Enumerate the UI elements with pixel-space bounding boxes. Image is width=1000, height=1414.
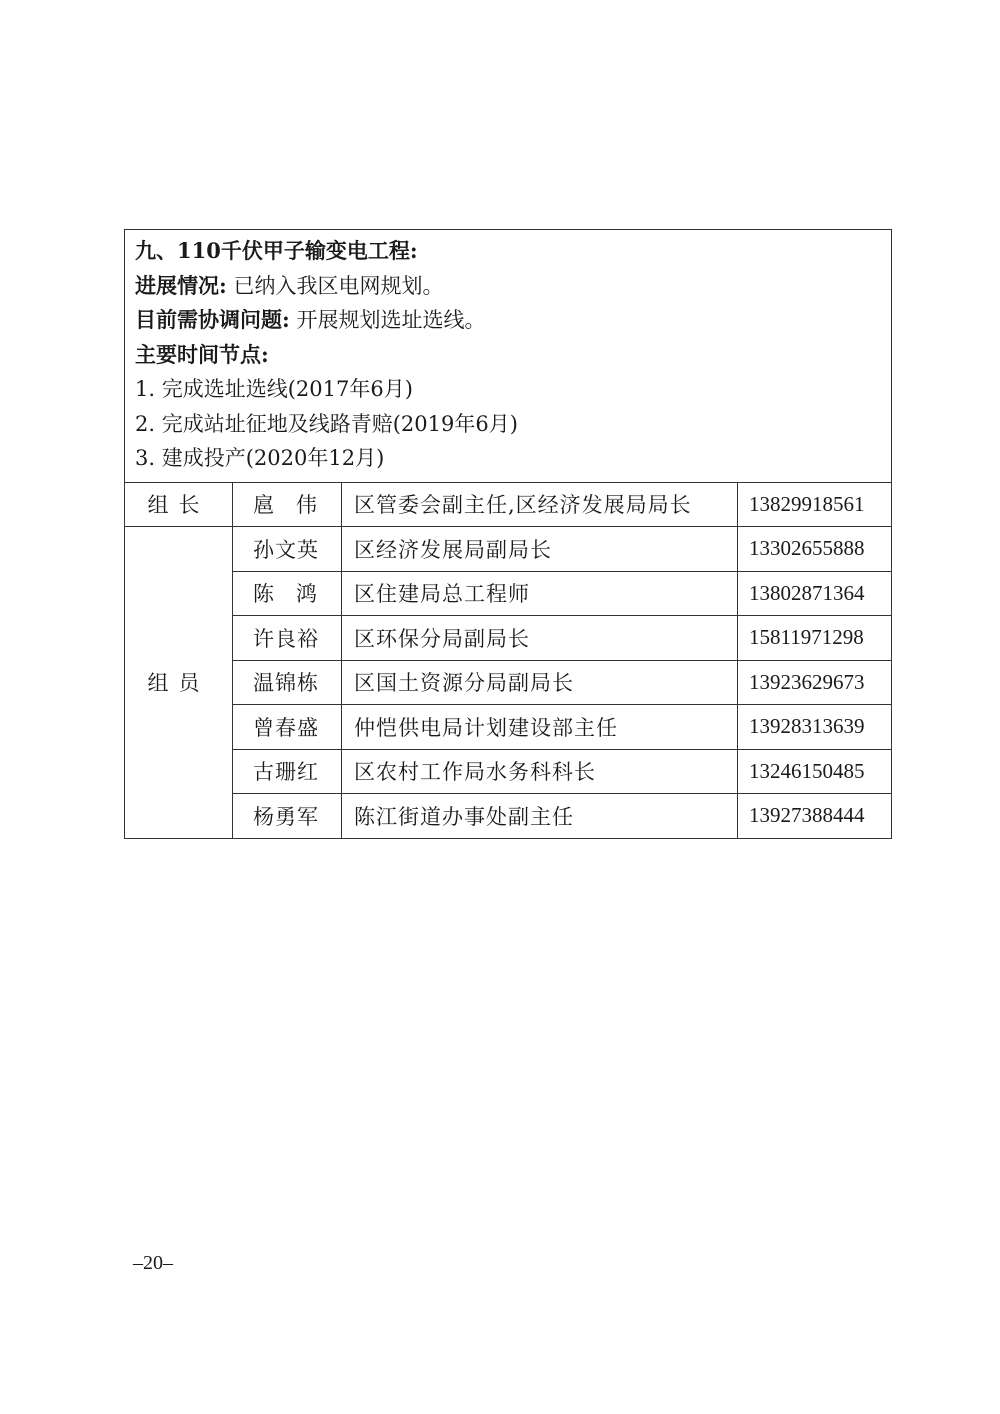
leader-name xyxy=(233,482,342,527)
member-position: 区环保分局副局长 xyxy=(342,616,738,661)
project-table xyxy=(124,229,892,839)
project-info-cell xyxy=(125,230,892,483)
leader-position: 区管委会副主任,区经济发展局局长 xyxy=(342,482,738,527)
member-position: 仲恺供电局计划建设部主任 xyxy=(342,705,738,750)
table-row xyxy=(125,705,892,750)
member-name: 杨勇军 xyxy=(233,794,342,839)
member-name: 孙文英 xyxy=(233,527,342,572)
member-phone: 15811971298 xyxy=(738,616,892,661)
table-row xyxy=(125,616,892,661)
table-row xyxy=(125,571,892,616)
table-row xyxy=(125,660,892,705)
member-position: 区经济发展局副局长 xyxy=(342,527,738,572)
member-position: 区农村工作局水务科科长 xyxy=(342,749,738,794)
leader-role: 组长 xyxy=(125,482,233,527)
progress-label: 进展情况: xyxy=(135,272,227,298)
issue-value: 开展规划选址选线。 xyxy=(296,308,486,332)
issue-label: 目前需协调问题: xyxy=(135,307,290,332)
project-title: 九、110千伏甲子输变电工程: xyxy=(135,238,418,263)
table-row xyxy=(125,794,892,839)
member-phone: 13927388444 xyxy=(738,794,892,839)
progress-line xyxy=(135,269,881,304)
leader-row xyxy=(125,482,892,527)
member-phone: 13923629673 xyxy=(738,660,892,705)
table-row xyxy=(125,749,892,794)
member-name-text: 陈鸿 xyxy=(253,582,339,607)
leader-name-text: 扈伟 xyxy=(253,493,339,518)
member-position: 区国土资源分局副局长 xyxy=(342,660,738,705)
member-position: 陈江街道办事处副主任 xyxy=(342,794,738,839)
member-name xyxy=(233,571,342,616)
progress-value: 已纳入我区电网规划。 xyxy=(233,273,444,298)
members-role: 组员 xyxy=(125,527,233,839)
milestone-item: 1. 完成选址选线(2017年6月) xyxy=(135,377,413,401)
issue-line xyxy=(135,303,881,338)
table-row xyxy=(125,527,892,572)
member-phone: 13302655888 xyxy=(738,527,892,572)
member-phone: 13246150485 xyxy=(738,749,892,794)
milestone-item: 2. 完成站址征地及线路青赔(2019年6月) xyxy=(135,411,518,436)
member-position: 区住建局总工程师 xyxy=(342,571,738,616)
member-phone: 13928313639 xyxy=(738,705,892,750)
member-name: 古珊红 xyxy=(233,749,342,794)
leader-phone: 13829918561 xyxy=(738,482,892,527)
member-name: 温锦栋 xyxy=(233,660,342,705)
member-name: 曾春盛 xyxy=(233,705,342,750)
member-name: 许良裕 xyxy=(233,616,342,661)
member-phone: 13802871364 xyxy=(738,571,892,616)
milestone-item: 3. 建成投产(2020年12月) xyxy=(135,446,385,470)
page-number: –20– xyxy=(133,1252,173,1274)
milestones-label: 主要时间节点: xyxy=(135,341,269,367)
